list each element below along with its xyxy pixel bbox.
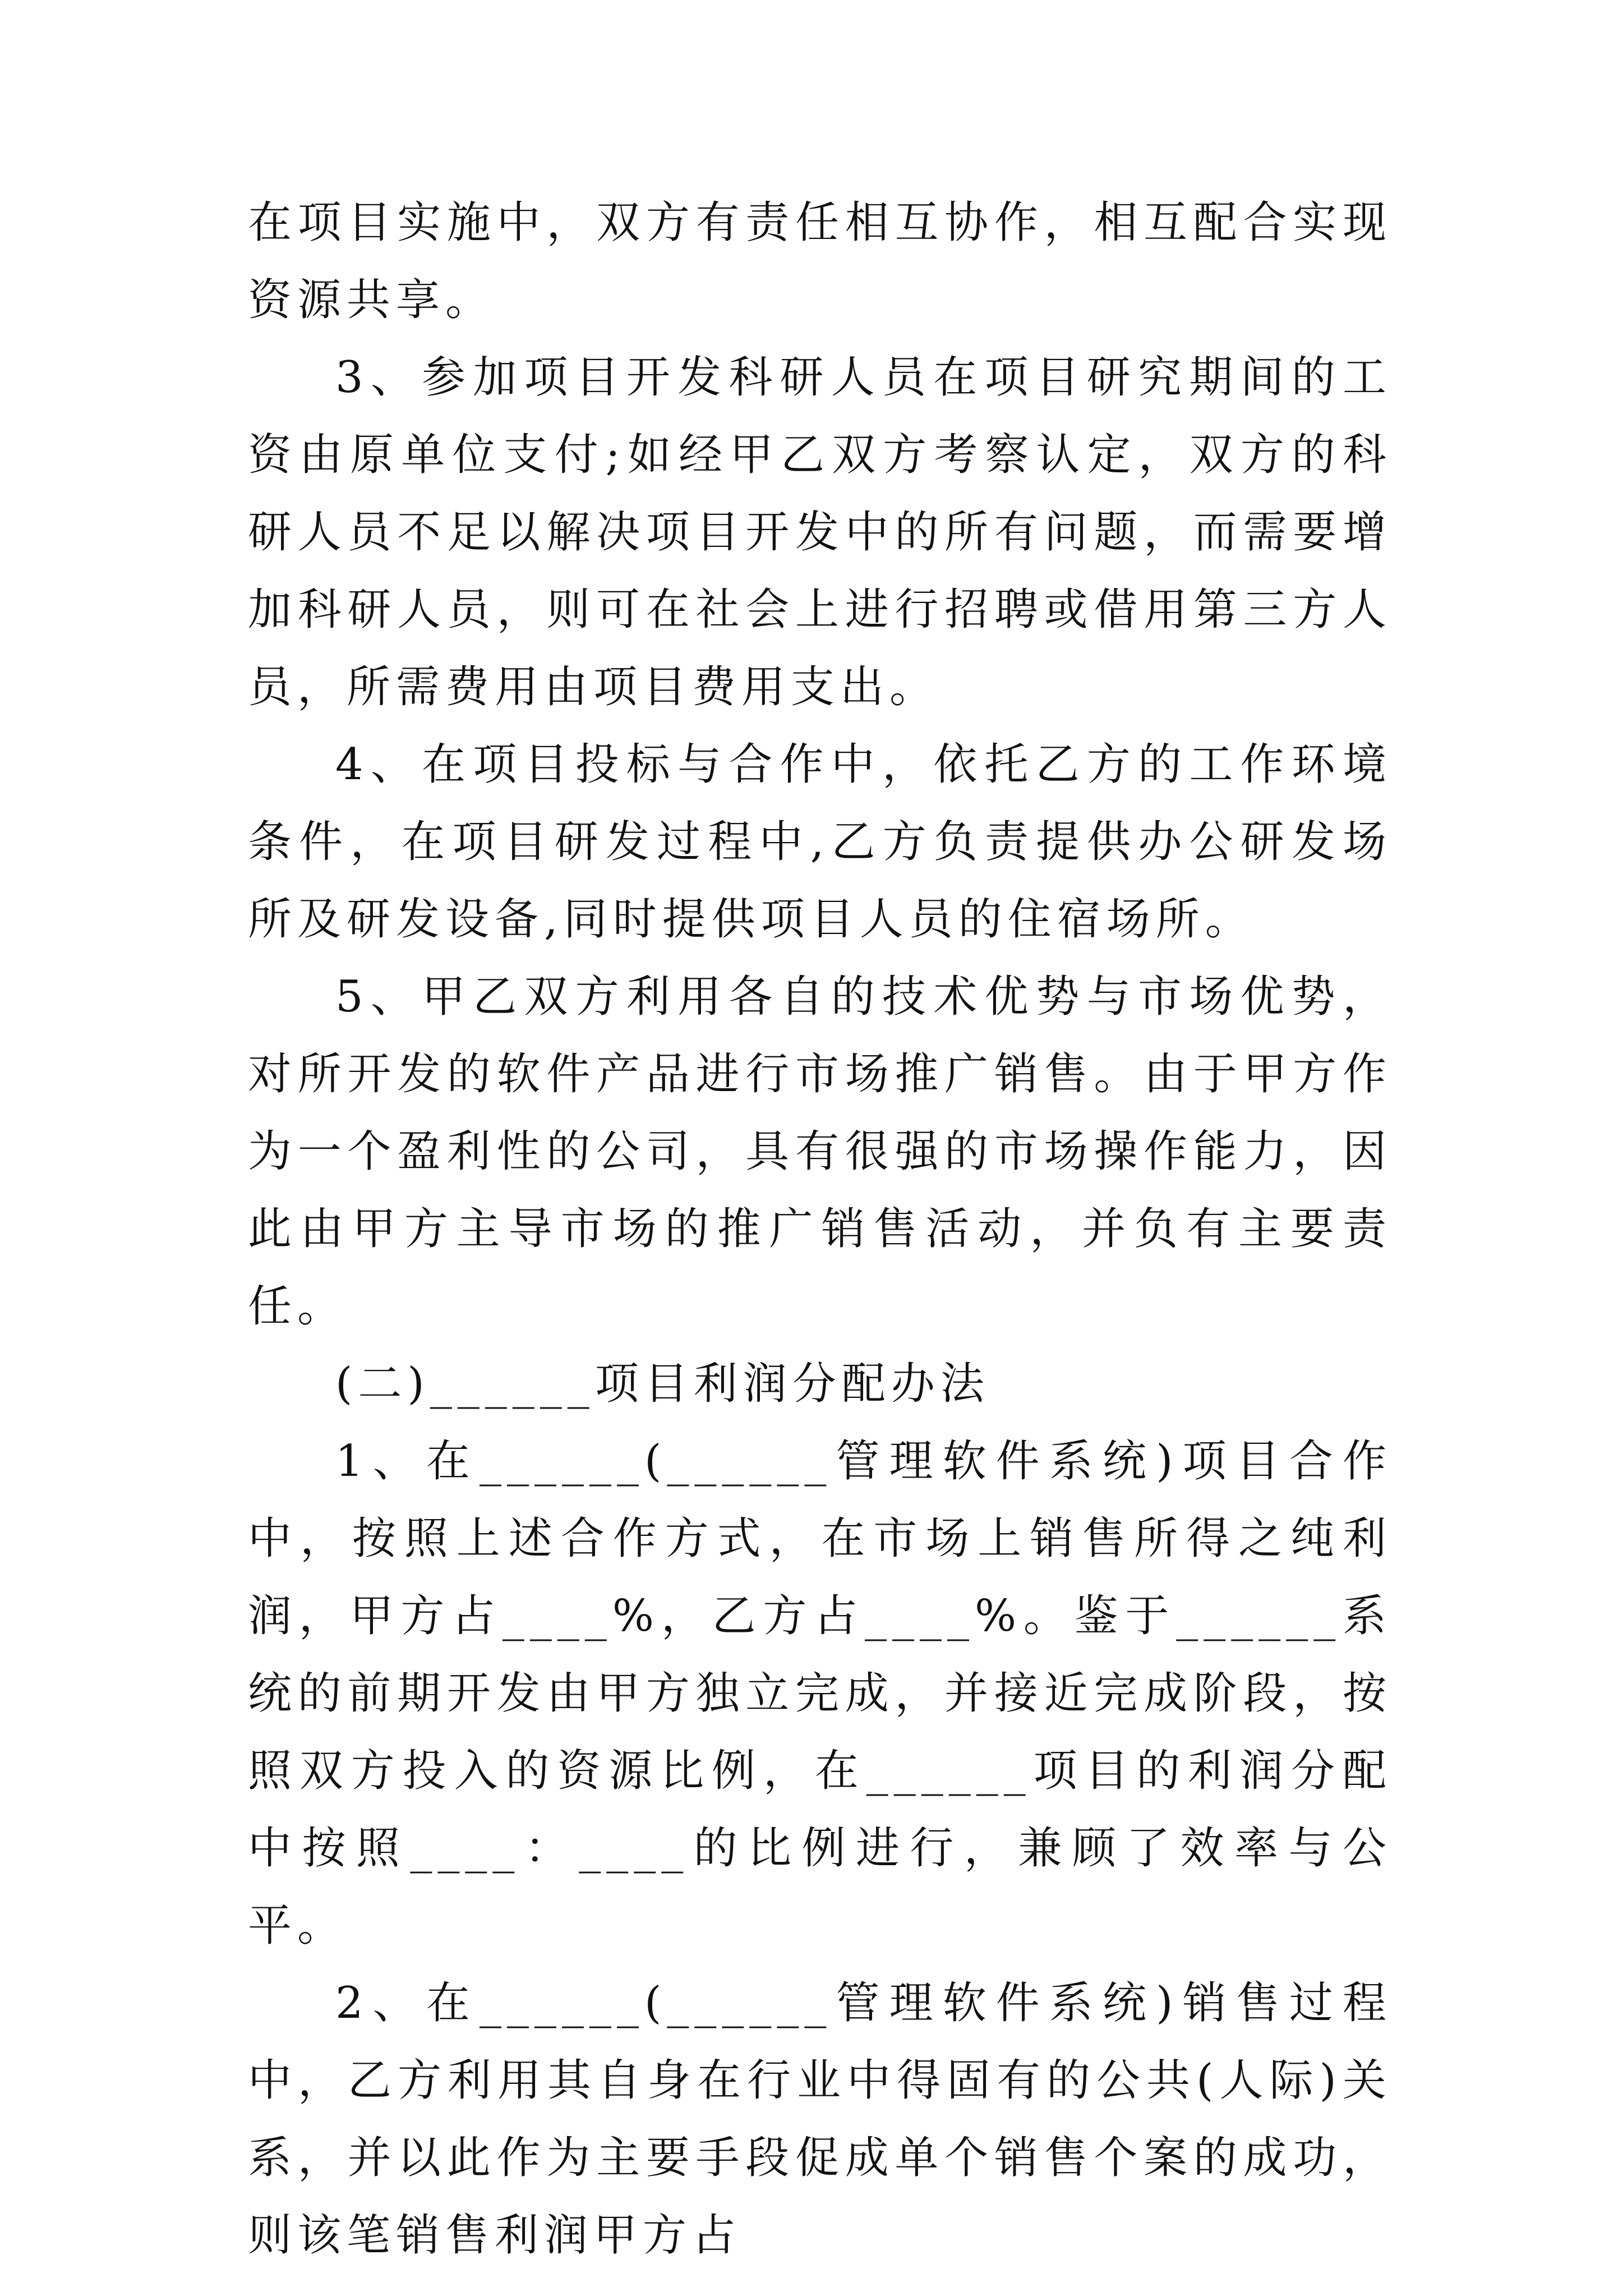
section-heading-profit-distribution: (二)______项目利润分配办法 <box>335 1359 990 1409</box>
paragraph-item-4: 4、在项目投标与合作中，依托乙方的工作环境条件，在项目研发过程中,乙方负责提供办公研发场所及研发设备,同时提供项目人员的住宿场所。 <box>248 739 1392 945</box>
paragraph-item-3: 3、参加项目开发科研人员在项目研究期间的工资由原单位支付;如经甲乙双方考察认定，双方的科研人员不足以解决项目开发中的所有问题，而需要增加科研人员，则可在社会上进行招聘或借用第三方人员，所需费用由项目费用支出。 <box>248 352 1392 712</box>
document-body <box>248 184 1392 2274</box>
paragraph-resource-sharing: 在项目实施中，双方有责任相互协作，相互配合实现资源共享。 <box>248 197 1392 325</box>
paragraph-item-5: 5、甲乙双方利用各自的技术优势与市场优势，对所开发的软件产品进行市场推广销售。由于甲方作为一个盈利性的公司，具有很强的市场操作能力，因此由甲方主导市场的推广销售活动，并负有主要责任。 <box>248 972 1392 1332</box>
paragraph-profit-item-2: 2、在______(______管理软件系统)销售过程中，乙方利用其自身在行业中得固有的公共(人际)关系，并以此作为主要手段促成单个销售个案的成功，则该笔销售利润甲方占 <box>248 1978 1392 2261</box>
paragraph-profit-item-1: 1、在______(______管理软件系统)项目合作中，按照上述合作方式，在市场上销售所得之纯利润，甲方占____%，乙方占____%。鉴于______系统的前期开发由甲方独立完成，并接近完成阶段，按照双方投入的资源比例，在______项目的利润分配中按照____：____的比例进行，兼顾了效率与公平。 <box>248 1436 1392 1951</box>
